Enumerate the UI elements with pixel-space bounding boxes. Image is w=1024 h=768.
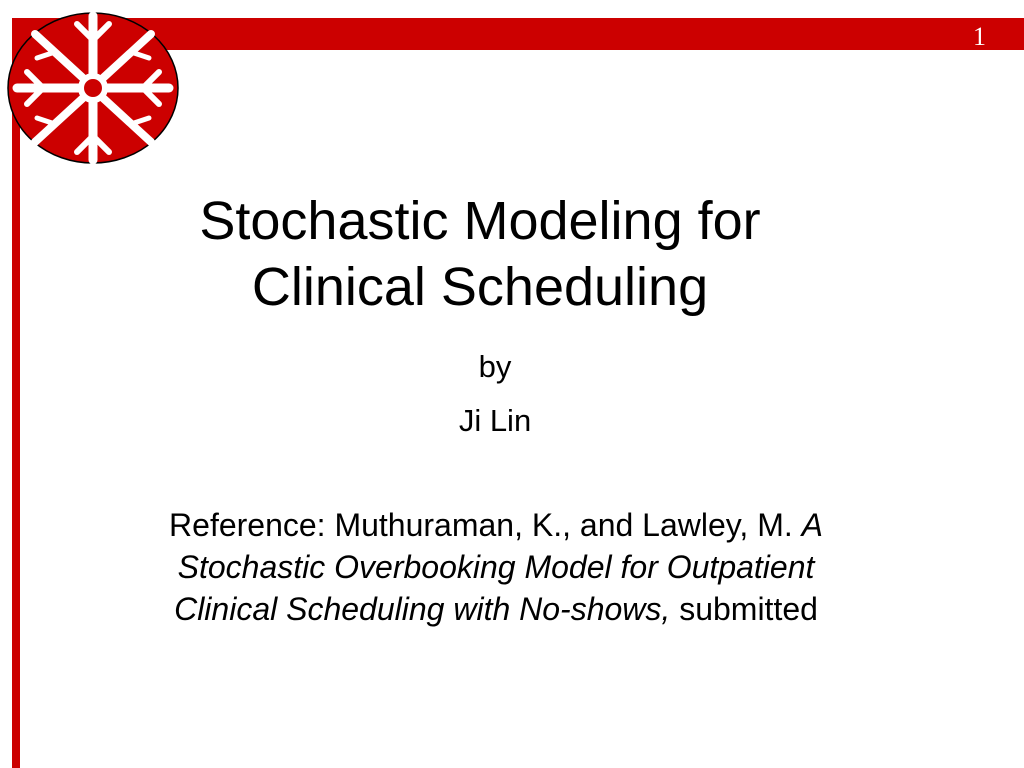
reference-line-3 [60,588,932,630]
by-label: by [478,349,512,384]
author-name: Ji Lin [458,403,532,438]
reference-line-2 [60,546,932,588]
reference-suffix: submitted [670,591,818,627]
reference-italic-line-3: Clinical Scheduling with No-shows, [174,591,671,627]
reference-line-1 [60,504,932,546]
slide-title-line-1: Stochastic Modeling for [199,191,761,251]
slide-title-line-2: Clinical Scheduling [251,257,709,317]
reference-italic-a: A [801,507,823,543]
snowflake-emblem-icon [5,10,181,166]
reference-italic-line-2: Stochastic Overbooking Model for Outpatient [177,549,815,585]
reference-prefix: Reference: Muthuraman, K., and Lawley, M. [169,507,802,543]
slide-number: 1 [973,22,986,51]
slide-title [100,188,860,320]
reference-citation [60,504,932,630]
